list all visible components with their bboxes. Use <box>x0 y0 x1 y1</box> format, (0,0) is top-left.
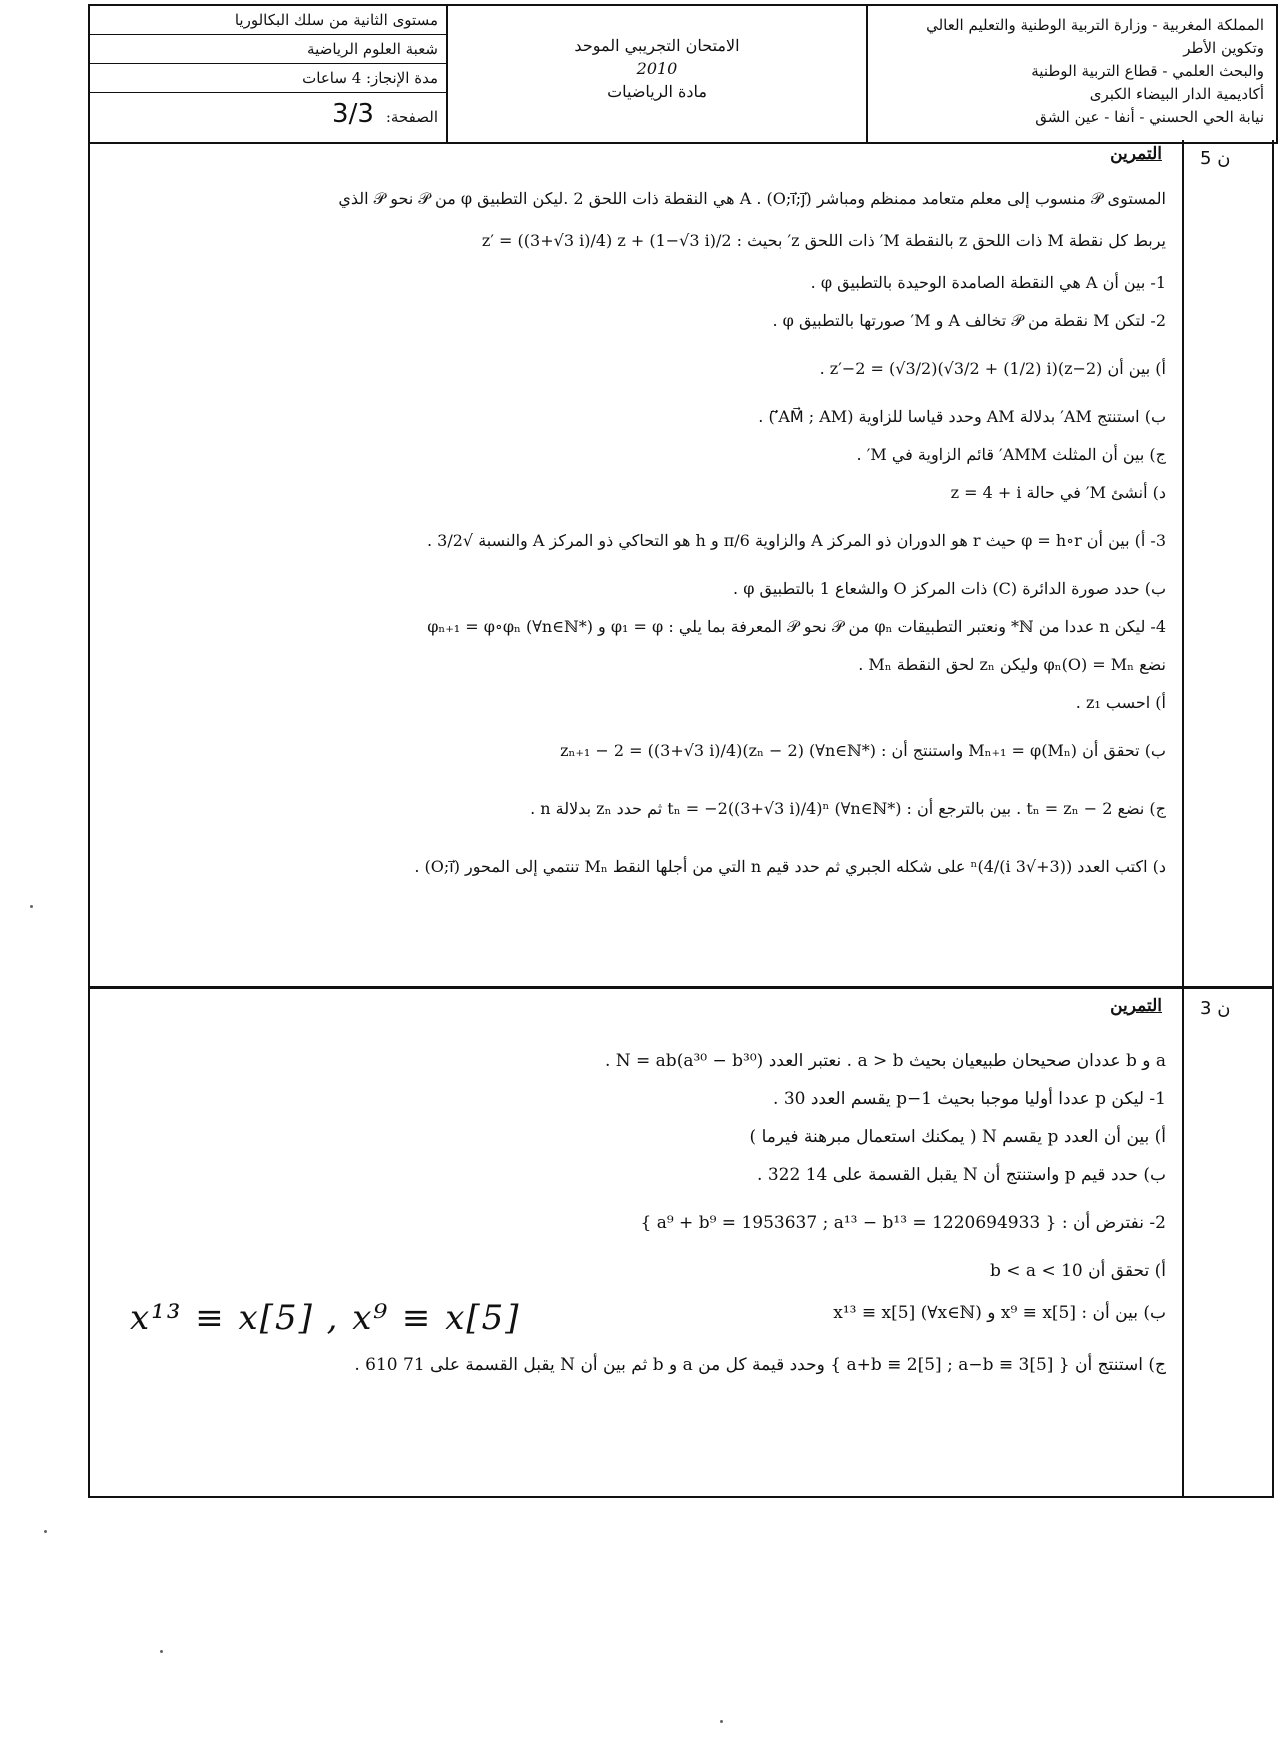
institution-line: أكاديمية الدار البيضاء الكبرى <box>1089 85 1264 103</box>
exam-year: 2010 <box>636 59 678 78</box>
scan-speck <box>44 1530 47 1533</box>
exercise1-line: ج) نضع tₙ = zₙ − 2 . بين بالترجع أن : tₙ = −2((3+√3 i)/4)ⁿ (∀n∈ℕ*) ثم حدد zₙ بدلالة n . <box>530 799 1166 818</box>
institution-line: نيابة الحي الحسني - أنفا - عين الشق <box>1035 108 1264 126</box>
info-page <box>90 93 446 135</box>
exercise2-body <box>100 1042 1166 1394</box>
exercise1-line: 3- أ) بين أن φ = h∘r حيث r هو الدوران ذو المركز A والزاوية π/6 و h هو التحاكي ذو المركز A والنسبة √3/2 . <box>427 531 1166 550</box>
info-level: مستوى الثانية من سلك البكالوريا <box>90 6 446 35</box>
info-branch: شعبة العلوم الرياضية <box>90 35 446 64</box>
exam-header <box>88 4 1278 144</box>
exercise1-title: التمرين <box>1110 144 1162 164</box>
exercise1-points: 5 ن <box>1200 148 1231 169</box>
exercise2-line: أ) بين أن العدد p يقسم N ( يمكنك استعمال مبرهنة فيرما ) <box>749 1127 1166 1147</box>
page-label: الصفحة: <box>385 108 438 126</box>
institution-line: المملكة المغربية - وزارة التربية الوطنية والتعليم العالي وتكوين الأطر <box>926 16 1264 57</box>
scan-speck <box>720 1720 723 1723</box>
exercise-divider <box>90 986 1272 989</box>
exercise1-line: ب) تحقق أن Mₙ₊₁ = φ(Mₙ) واستنتج أن : zₙ₊₁ − 2 = ((3+√3 i)/4)(zₙ − 2) (∀n∈ℕ*) <box>560 741 1166 760</box>
institution-line: والبحث العلمي - قطاع التربية الوطنية <box>1031 62 1264 80</box>
exercise1-line: 2- لتكن M نقطة من 𝒫 تخالف A و M′ صورتها بالتطبيق φ . <box>772 311 1166 330</box>
exercises-frame <box>88 140 1274 1498</box>
handwritten-note: x¹³ ≡ x[5] , x⁹ ≡ x[5] <box>130 1298 521 1338</box>
scan-speck <box>30 905 33 908</box>
exam-subject: مادة الرياضيات <box>607 82 707 101</box>
exercise1-line: ب) حدد صورة الدائرة (C) ذات المركز O والشعاع 1 بالتطبيق φ . <box>733 579 1166 598</box>
exercise1-line: أ) بين أن z′−2 = (√3/2)(√3/2 + (1/2) i)(z−2) . <box>819 359 1166 378</box>
exercise1-line: 1- بين أن A هي النقطة الصامدة الوحيدة بالتطبيق φ . <box>810 273 1166 292</box>
exercise1-line: أ) احسب z₁ . <box>1075 693 1166 712</box>
exercise1-line: ب) استنتج AM′ بدلالة AM وحدد قياسا للزاوية (AM⃗ ; AM′⃗) . <box>758 407 1166 426</box>
exercise1-line: د) اكتب العدد ((3+√3 i)/4)ⁿ على شكله الجبري ثم حدد قيم n التي من أجلها النقط Mₙ تنتمي إلى المحور (O;i⃗) . <box>414 857 1166 876</box>
exercise2-line: ج) استنتج أن { a+b ≡ 2[5] ; a−b ≡ 3[5] } وحدد قيمة كل من a و b ثم بين أن N يقبل القسمة على 71 610 . <box>354 1355 1166 1375</box>
exercise2-line: ب) بين أن : x⁹ ≡ x[5] و x¹³ ≡ x[5] (∀x∈ℕ) <box>833 1303 1166 1323</box>
header-info <box>90 6 446 142</box>
exercise1-body <box>100 180 1166 896</box>
exercise1-line: يربط كل نقطة M ذات اللحق z بالنقطة M′ ذات اللحق z′ بحيث : z′ = ((3+√3 i)/4) z + (1−√3 i)/2 <box>481 231 1166 250</box>
exercise2-line: a و b عددان صحيحان طبيعيان بحيث a > b . نعتبر العدد N = ab(a³⁰ − b³⁰) . <box>604 1051 1166 1071</box>
exercise1-line: د) أنشئ M′ في حالة z = 4 + i <box>950 483 1166 502</box>
exercise2-line: 1- ليكن p عددا أوليا موجبا بحيث p−1 يقسم العدد 30 . <box>773 1089 1166 1109</box>
exam-title: الامتحان التجريبي الموحد <box>574 36 740 55</box>
exercise2-line: 2- نفترض أن : { a⁹ + b⁹ = 1953637 ; a¹³ − b¹³ = 1220694933 } <box>640 1213 1166 1233</box>
header-exam-title <box>446 6 866 142</box>
exercise2-title: التمرين <box>1110 996 1162 1016</box>
exercise2-points: 3 ن <box>1200 998 1231 1019</box>
info-duration: مدة الإنجاز: 4 ساعات <box>90 64 446 93</box>
scan-speck <box>160 1650 163 1653</box>
points-column-divider <box>1182 140 1184 1496</box>
exercise2-line: أ) تحقق أن b < a < 10 <box>989 1261 1166 1281</box>
exercise1-line: نضع φₙ(O) = Mₙ وليكن zₙ لحق النقطة Mₙ . <box>858 655 1166 674</box>
exercise1-line: 4- ليكن n عددا من ℕ* ونعتبر التطبيقات φₙ من 𝒫 نحو 𝒫 المعرفة بما يلي : φ₁ = φ و φₙ₊₁ = φ∘φₙ (∀n∈ℕ*) <box>427 617 1166 636</box>
page-number: 3/3 <box>332 99 374 129</box>
exercise1-line: ج) بين أن المثلث AMM′ قائم الزاوية في M′ . <box>856 445 1166 464</box>
exercise1-line: المستوى 𝒫 منسوب إلى معلم متعامد ممنظم ومباشر (O;i⃗;j⃗) . A هي النقطة ذات اللحق 2 .ليكن التطبيق φ من 𝒫 نحو 𝒫 الذي <box>338 189 1166 208</box>
exercise2-line: ب) حدد قيم p واستنتج أن N يقبل القسمة على 14 322 . <box>757 1165 1166 1185</box>
header-institution <box>866 6 1276 142</box>
